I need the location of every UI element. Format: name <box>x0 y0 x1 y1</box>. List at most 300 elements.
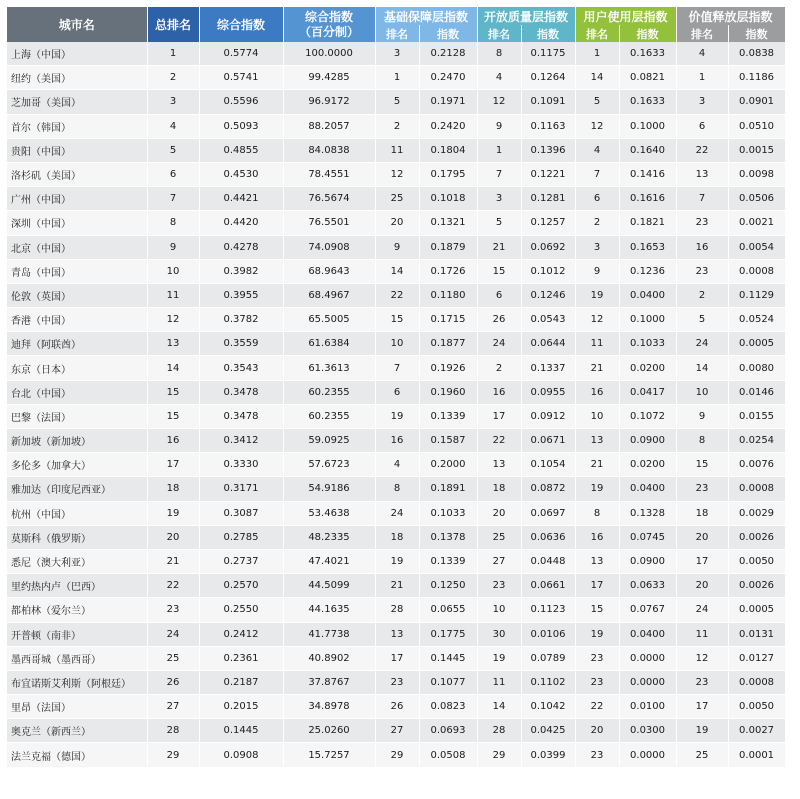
header-user-layer: 用户使用层指数 <box>575 7 676 25</box>
cell-city: 布宜诺斯艾利斯（阿根廷） <box>7 670 147 694</box>
cell-value-rank: 9 <box>676 404 728 428</box>
cell-base-index: 0.1250 <box>419 574 477 598</box>
cell-composite-index: 0.2015 <box>199 695 283 719</box>
cell-open-index: 0.1012 <box>521 259 575 283</box>
table-row <box>7 90 785 114</box>
cell-user-index: 0.0400 <box>619 622 676 646</box>
cell-value-index: 0.0146 <box>728 380 785 404</box>
cell-user-rank: 14 <box>575 66 619 90</box>
cell-total-rank: 28 <box>147 719 199 743</box>
cell-open-index: 0.1175 <box>521 42 575 66</box>
cell-value-rank: 22 <box>676 138 728 162</box>
cell-composite-pct: 44.5099 <box>283 574 375 598</box>
cell-user-index: 0.0745 <box>619 525 676 549</box>
cell-city: 洛杉矶（美国） <box>7 162 147 186</box>
cell-user-rank: 16 <box>575 380 619 404</box>
cell-base-index: 0.1018 <box>419 187 477 211</box>
cell-open-index: 0.0697 <box>521 501 575 525</box>
cell-composite-pct: 96.9172 <box>283 90 375 114</box>
header-open-rank: 排名 <box>477 25 521 42</box>
cell-user-index: 0.1633 <box>619 42 676 66</box>
cell-user-rank: 5 <box>575 90 619 114</box>
cell-user-index: 0.1653 <box>619 235 676 259</box>
table-row <box>7 622 785 646</box>
cell-user-index: 0.0000 <box>619 743 676 767</box>
cell-open-index: 0.0912 <box>521 404 575 428</box>
cell-user-rank: 23 <box>575 646 619 670</box>
cell-open-index: 0.0955 <box>521 380 575 404</box>
table-row <box>7 670 785 694</box>
cell-value-rank: 3 <box>676 90 728 114</box>
table-row <box>7 404 785 428</box>
table-row <box>7 453 785 477</box>
cell-open-rank: 20 <box>477 501 521 525</box>
cell-open-index: 0.1396 <box>521 138 575 162</box>
cell-user-index: 0.1328 <box>619 501 676 525</box>
cell-open-index: 0.1042 <box>521 695 575 719</box>
cell-base-rank: 6 <box>375 380 419 404</box>
cell-composite-index: 0.4420 <box>199 211 283 235</box>
cell-base-index: 0.1321 <box>419 211 477 235</box>
cell-city: 里约热内卢（巴西） <box>7 574 147 598</box>
cell-composite-pct: 100.0000 <box>283 42 375 66</box>
cell-open-rank: 10 <box>477 598 521 622</box>
cell-value-rank: 7 <box>676 187 728 211</box>
table-row <box>7 114 785 138</box>
cell-open-rank: 13 <box>477 453 521 477</box>
cell-value-index: 0.0005 <box>728 598 785 622</box>
cell-composite-pct: 60.2355 <box>283 380 375 404</box>
cell-base-rank: 4 <box>375 453 419 477</box>
cell-composite-pct: 59.0925 <box>283 429 375 453</box>
table-row <box>7 356 785 380</box>
cell-city: 开普顿（南非） <box>7 622 147 646</box>
cell-composite-pct: 44.1635 <box>283 598 375 622</box>
cell-composite-pct: 78.4551 <box>283 162 375 186</box>
cell-base-rank: 24 <box>375 501 419 525</box>
header-composite-pct-line1: 综合指数 <box>304 9 353 24</box>
cell-composite-index: 0.3478 <box>199 380 283 404</box>
cell-user-index: 0.0821 <box>619 66 676 90</box>
cell-base-rank: 9 <box>375 235 419 259</box>
cell-base-index: 0.1804 <box>419 138 477 162</box>
table-row <box>7 477 785 501</box>
cell-base-index: 0.1726 <box>419 259 477 283</box>
cell-value-rank: 16 <box>676 235 728 259</box>
cell-value-rank: 2 <box>676 283 728 307</box>
cell-composite-pct: 84.0838 <box>283 138 375 162</box>
cell-value-index: 0.0254 <box>728 429 785 453</box>
cell-user-rank: 15 <box>575 598 619 622</box>
cell-composite-index: 0.0908 <box>199 743 283 767</box>
cell-user-index: 0.0900 <box>619 549 676 573</box>
cell-base-rank: 7 <box>375 356 419 380</box>
cell-composite-index: 0.3087 <box>199 501 283 525</box>
cell-open-rank: 5 <box>477 211 521 235</box>
cell-base-rank: 17 <box>375 646 419 670</box>
cell-city: 广州（中国） <box>7 187 147 211</box>
cell-composite-pct: 37.8767 <box>283 670 375 694</box>
cell-user-index: 0.1416 <box>619 162 676 186</box>
cell-city: 杭州（中国） <box>7 501 147 525</box>
cell-total-rank: 21 <box>147 549 199 573</box>
cell-city: 首尔（韩国） <box>7 114 147 138</box>
cell-base-rank: 11 <box>375 138 419 162</box>
header-value-rank: 排名 <box>676 25 728 42</box>
cell-open-index: 0.0872 <box>521 477 575 501</box>
cell-composite-pct: 34.8978 <box>283 695 375 719</box>
cell-total-rank: 6 <box>147 162 199 186</box>
table-row <box>7 138 785 162</box>
cell-base-index: 0.0655 <box>419 598 477 622</box>
cell-base-index: 0.2000 <box>419 453 477 477</box>
cell-total-rank: 26 <box>147 670 199 694</box>
cell-base-index: 0.0508 <box>419 743 477 767</box>
cell-open-rank: 18 <box>477 477 521 501</box>
cell-composite-pct: 99.4285 <box>283 66 375 90</box>
cell-city: 里昂（法国） <box>7 695 147 719</box>
cell-open-index: 0.0671 <box>521 429 575 453</box>
cell-composite-pct: 48.2335 <box>283 525 375 549</box>
cell-base-index: 0.1339 <box>419 404 477 428</box>
cell-value-index: 0.0131 <box>728 622 785 646</box>
cell-composite-pct: 61.6384 <box>283 332 375 356</box>
cell-city: 伦敦（英国） <box>7 283 147 307</box>
cell-base-rank: 12 <box>375 162 419 186</box>
cell-value-index: 0.0015 <box>728 138 785 162</box>
cell-open-rank: 4 <box>477 66 521 90</box>
cell-user-rank: 7 <box>575 162 619 186</box>
cell-user-rank: 8 <box>575 501 619 525</box>
table-row <box>7 308 785 332</box>
table-row <box>7 187 785 211</box>
cell-total-rank: 16 <box>147 429 199 453</box>
cell-value-index: 0.0050 <box>728 549 785 573</box>
table-row <box>7 283 785 307</box>
city-index-table <box>7 7 786 768</box>
cell-user-rank: 6 <box>575 187 619 211</box>
cell-value-rank: 23 <box>676 477 728 501</box>
cell-value-index: 0.0155 <box>728 404 785 428</box>
cell-composite-pct: 54.9186 <box>283 477 375 501</box>
cell-user-rank: 19 <box>575 477 619 501</box>
cell-city: 新加坡（新加坡） <box>7 429 147 453</box>
cell-base-index: 0.1971 <box>419 90 477 114</box>
cell-composite-pct: 25.0260 <box>283 719 375 743</box>
cell-base-rank: 8 <box>375 477 419 501</box>
cell-open-rank: 21 <box>477 235 521 259</box>
cell-city: 雅加达（印度尼西亚） <box>7 477 147 501</box>
table-row <box>7 598 785 622</box>
cell-user-index: 0.1000 <box>619 114 676 138</box>
cell-base-rank: 21 <box>375 574 419 598</box>
cell-value-index: 0.0524 <box>728 308 785 332</box>
cell-open-index: 0.1281 <box>521 187 575 211</box>
cell-base-rank: 22 <box>375 283 419 307</box>
cell-value-rank: 24 <box>676 598 728 622</box>
cell-composite-index: 0.5741 <box>199 66 283 90</box>
cell-base-rank: 15 <box>375 308 419 332</box>
cell-value-index: 0.0008 <box>728 259 785 283</box>
cell-value-rank: 17 <box>676 695 728 719</box>
cell-value-index: 0.0029 <box>728 501 785 525</box>
cell-base-index: 0.1877 <box>419 332 477 356</box>
header-composite-pct-line2: （百分制） <box>298 24 359 39</box>
cell-base-index: 0.2470 <box>419 66 477 90</box>
table-row <box>7 259 785 283</box>
cell-value-index: 0.0838 <box>728 42 785 66</box>
cell-open-index: 0.1123 <box>521 598 575 622</box>
cell-composite-index: 0.4421 <box>199 187 283 211</box>
cell-total-rank: 5 <box>147 138 199 162</box>
cell-total-rank: 3 <box>147 90 199 114</box>
cell-value-index: 0.0026 <box>728 525 785 549</box>
cell-city: 悉尼（澳大利亚） <box>7 549 147 573</box>
cell-base-rank: 16 <box>375 429 419 453</box>
cell-base-rank: 10 <box>375 332 419 356</box>
cell-base-rank: 29 <box>375 743 419 767</box>
cell-city: 纽约（美国） <box>7 66 147 90</box>
cell-composite-pct: 88.2057 <box>283 114 375 138</box>
cell-city: 芝加哥（美国） <box>7 90 147 114</box>
cell-base-rank: 19 <box>375 549 419 573</box>
cell-composite-pct: 65.5005 <box>283 308 375 332</box>
cell-total-rank: 1 <box>147 42 199 66</box>
cell-composite-index: 0.5774 <box>199 42 283 66</box>
cell-open-index: 0.0106 <box>521 622 575 646</box>
cell-city: 莫斯科（俄罗斯） <box>7 525 147 549</box>
header-value-layer: 价值释放层指数 <box>676 7 785 25</box>
cell-open-rank: 22 <box>477 429 521 453</box>
cell-city: 上海（中国） <box>7 42 147 66</box>
cell-base-rank: 26 <box>375 695 419 719</box>
cell-city: 都柏林（爱尔兰） <box>7 598 147 622</box>
cell-value-rank: 25 <box>676 743 728 767</box>
header-base-rank: 排名 <box>375 25 419 42</box>
table-row <box>7 380 785 404</box>
cell-open-rank: 23 <box>477 574 521 598</box>
cell-value-rank: 17 <box>676 549 728 573</box>
cell-open-rank: 28 <box>477 719 521 743</box>
cell-composite-pct: 40.8902 <box>283 646 375 670</box>
cell-total-rank: 29 <box>147 743 199 767</box>
cell-value-index: 0.0510 <box>728 114 785 138</box>
cell-value-rank: 24 <box>676 332 728 356</box>
cell-total-rank: 23 <box>147 598 199 622</box>
cell-open-rank: 15 <box>477 259 521 283</box>
cell-base-index: 0.0823 <box>419 695 477 719</box>
cell-city: 深圳（中国） <box>7 211 147 235</box>
cell-open-index: 0.0789 <box>521 646 575 670</box>
cell-total-rank: 24 <box>147 622 199 646</box>
cell-open-index: 0.1246 <box>521 283 575 307</box>
cell-open-index: 0.1264 <box>521 66 575 90</box>
cell-composite-index: 0.3559 <box>199 332 283 356</box>
cell-open-rank: 6 <box>477 283 521 307</box>
header-total-rank: 总排名 <box>147 7 199 42</box>
cell-value-index: 0.0076 <box>728 453 785 477</box>
cell-total-rank: 7 <box>147 187 199 211</box>
cell-value-rank: 8 <box>676 429 728 453</box>
header-composite-index: 综合指数 <box>199 7 283 42</box>
cell-base-index: 0.1775 <box>419 622 477 646</box>
cell-value-index: 0.0005 <box>728 332 785 356</box>
header-open-index: 指数 <box>521 25 575 42</box>
cell-composite-index: 0.3478 <box>199 404 283 428</box>
cell-total-rank: 25 <box>147 646 199 670</box>
table-row <box>7 525 785 549</box>
cell-base-index: 0.1715 <box>419 308 477 332</box>
cell-user-index: 0.0900 <box>619 429 676 453</box>
cell-open-index: 0.1257 <box>521 211 575 235</box>
cell-user-rank: 4 <box>575 138 619 162</box>
cell-value-rank: 20 <box>676 525 728 549</box>
cell-city: 贵阳（中国） <box>7 138 147 162</box>
cell-user-index: 0.0000 <box>619 670 676 694</box>
cell-open-rank: 2 <box>477 356 521 380</box>
cell-value-index: 0.0098 <box>728 162 785 186</box>
header-city: 城市名 <box>7 7 147 42</box>
cell-value-rank: 5 <box>676 308 728 332</box>
header-open-layer: 开放质量层指数 <box>477 7 575 25</box>
cell-base-index: 0.1926 <box>419 356 477 380</box>
cell-composite-index: 0.5596 <box>199 90 283 114</box>
cell-user-index: 0.0200 <box>619 453 676 477</box>
cell-user-rank: 12 <box>575 114 619 138</box>
cell-user-index: 0.1616 <box>619 187 676 211</box>
cell-composite-index: 0.3330 <box>199 453 283 477</box>
cell-composite-index: 0.3782 <box>199 308 283 332</box>
cell-user-index: 0.0300 <box>619 719 676 743</box>
cell-base-index: 0.1445 <box>419 646 477 670</box>
cell-open-index: 0.1102 <box>521 670 575 694</box>
cell-value-index: 0.0054 <box>728 235 785 259</box>
cell-user-index: 0.0100 <box>619 695 676 719</box>
cell-composite-pct: 68.4967 <box>283 283 375 307</box>
table-row <box>7 501 785 525</box>
cell-open-index: 0.0644 <box>521 332 575 356</box>
cell-total-rank: 15 <box>147 404 199 428</box>
cell-user-index: 0.1236 <box>619 259 676 283</box>
cell-city: 迪拜（阿联酋） <box>7 332 147 356</box>
cell-user-rank: 11 <box>575 332 619 356</box>
cell-city: 台北（中国） <box>7 380 147 404</box>
cell-value-index: 0.0027 <box>728 719 785 743</box>
cell-value-index: 0.0901 <box>728 90 785 114</box>
cell-user-index: 0.0400 <box>619 477 676 501</box>
cell-user-rank: 12 <box>575 308 619 332</box>
cell-base-index: 0.1077 <box>419 670 477 694</box>
cell-user-rank: 19 <box>575 283 619 307</box>
cell-city: 法兰克福（德国） <box>7 743 147 767</box>
cell-value-index: 0.0008 <box>728 670 785 694</box>
cell-base-index: 0.1879 <box>419 235 477 259</box>
cell-open-index: 0.1163 <box>521 114 575 138</box>
cell-open-rank: 8 <box>477 42 521 66</box>
cell-composite-pct: 76.5674 <box>283 187 375 211</box>
cell-user-rank: 13 <box>575 549 619 573</box>
cell-open-index: 0.1221 <box>521 162 575 186</box>
cell-city: 北京（中国） <box>7 235 147 259</box>
cell-composite-index: 0.2570 <box>199 574 283 598</box>
cell-total-rank: 18 <box>147 477 199 501</box>
cell-total-rank: 4 <box>147 114 199 138</box>
cell-user-rank: 13 <box>575 429 619 453</box>
cell-open-index: 0.0448 <box>521 549 575 573</box>
cell-total-rank: 2 <box>147 66 199 90</box>
cell-base-rank: 5 <box>375 90 419 114</box>
cell-composite-pct: 68.9643 <box>283 259 375 283</box>
header-composite-pct <box>283 7 375 42</box>
cell-total-rank: 14 <box>147 356 199 380</box>
cell-value-rank: 14 <box>676 356 728 380</box>
cell-base-rank: 23 <box>375 670 419 694</box>
cell-base-rank: 20 <box>375 211 419 235</box>
cell-composite-pct: 61.3613 <box>283 356 375 380</box>
cell-base-rank: 25 <box>375 187 419 211</box>
cell-user-rank: 23 <box>575 670 619 694</box>
cell-composite-pct: 60.2355 <box>283 404 375 428</box>
cell-value-rank: 11 <box>676 622 728 646</box>
cell-base-rank: 14 <box>375 259 419 283</box>
cell-total-rank: 13 <box>147 332 199 356</box>
cell-composite-pct: 74.0908 <box>283 235 375 259</box>
cell-total-rank: 20 <box>147 525 199 549</box>
cell-user-index: 0.1633 <box>619 90 676 114</box>
cell-open-rank: 30 <box>477 622 521 646</box>
table-row <box>7 42 785 66</box>
cell-base-rank: 27 <box>375 719 419 743</box>
cell-city: 东京（日本） <box>7 356 147 380</box>
cell-city: 青岛（中国） <box>7 259 147 283</box>
cell-city: 巴黎（法国） <box>7 404 147 428</box>
cell-base-index: 0.2128 <box>419 42 477 66</box>
cell-user-rank: 2 <box>575 211 619 235</box>
cell-composite-index: 0.2785 <box>199 525 283 549</box>
cell-base-index: 0.1033 <box>419 501 477 525</box>
cell-composite-index: 0.3412 <box>199 429 283 453</box>
cell-base-index: 0.1180 <box>419 283 477 307</box>
header-user-rank: 排名 <box>575 25 619 42</box>
table-row <box>7 332 785 356</box>
cell-open-rank: 7 <box>477 162 521 186</box>
header-value-index: 指数 <box>728 25 785 42</box>
cell-open-index: 0.1337 <box>521 356 575 380</box>
cell-user-rank: 16 <box>575 525 619 549</box>
cell-value-rank: 15 <box>676 453 728 477</box>
cell-open-index: 0.0399 <box>521 743 575 767</box>
cell-base-rank: 3 <box>375 42 419 66</box>
cell-composite-pct: 15.7257 <box>283 743 375 767</box>
cell-value-rank: 13 <box>676 162 728 186</box>
cell-base-rank: 28 <box>375 598 419 622</box>
cell-user-rank: 1 <box>575 42 619 66</box>
cell-base-rank: 18 <box>375 525 419 549</box>
cell-value-index: 0.0080 <box>728 356 785 380</box>
cell-value-index: 0.0021 <box>728 211 785 235</box>
cell-open-index: 0.0425 <box>521 719 575 743</box>
cell-open-rank: 17 <box>477 404 521 428</box>
cell-value-rank: 23 <box>676 670 728 694</box>
cell-open-rank: 24 <box>477 332 521 356</box>
cell-city: 香港（中国） <box>7 308 147 332</box>
cell-base-index: 0.1339 <box>419 549 477 573</box>
cell-user-index: 0.1821 <box>619 211 676 235</box>
cell-value-index: 0.0026 <box>728 574 785 598</box>
cell-open-rank: 12 <box>477 90 521 114</box>
cell-composite-index: 0.2737 <box>199 549 283 573</box>
cell-base-index: 0.0693 <box>419 719 477 743</box>
